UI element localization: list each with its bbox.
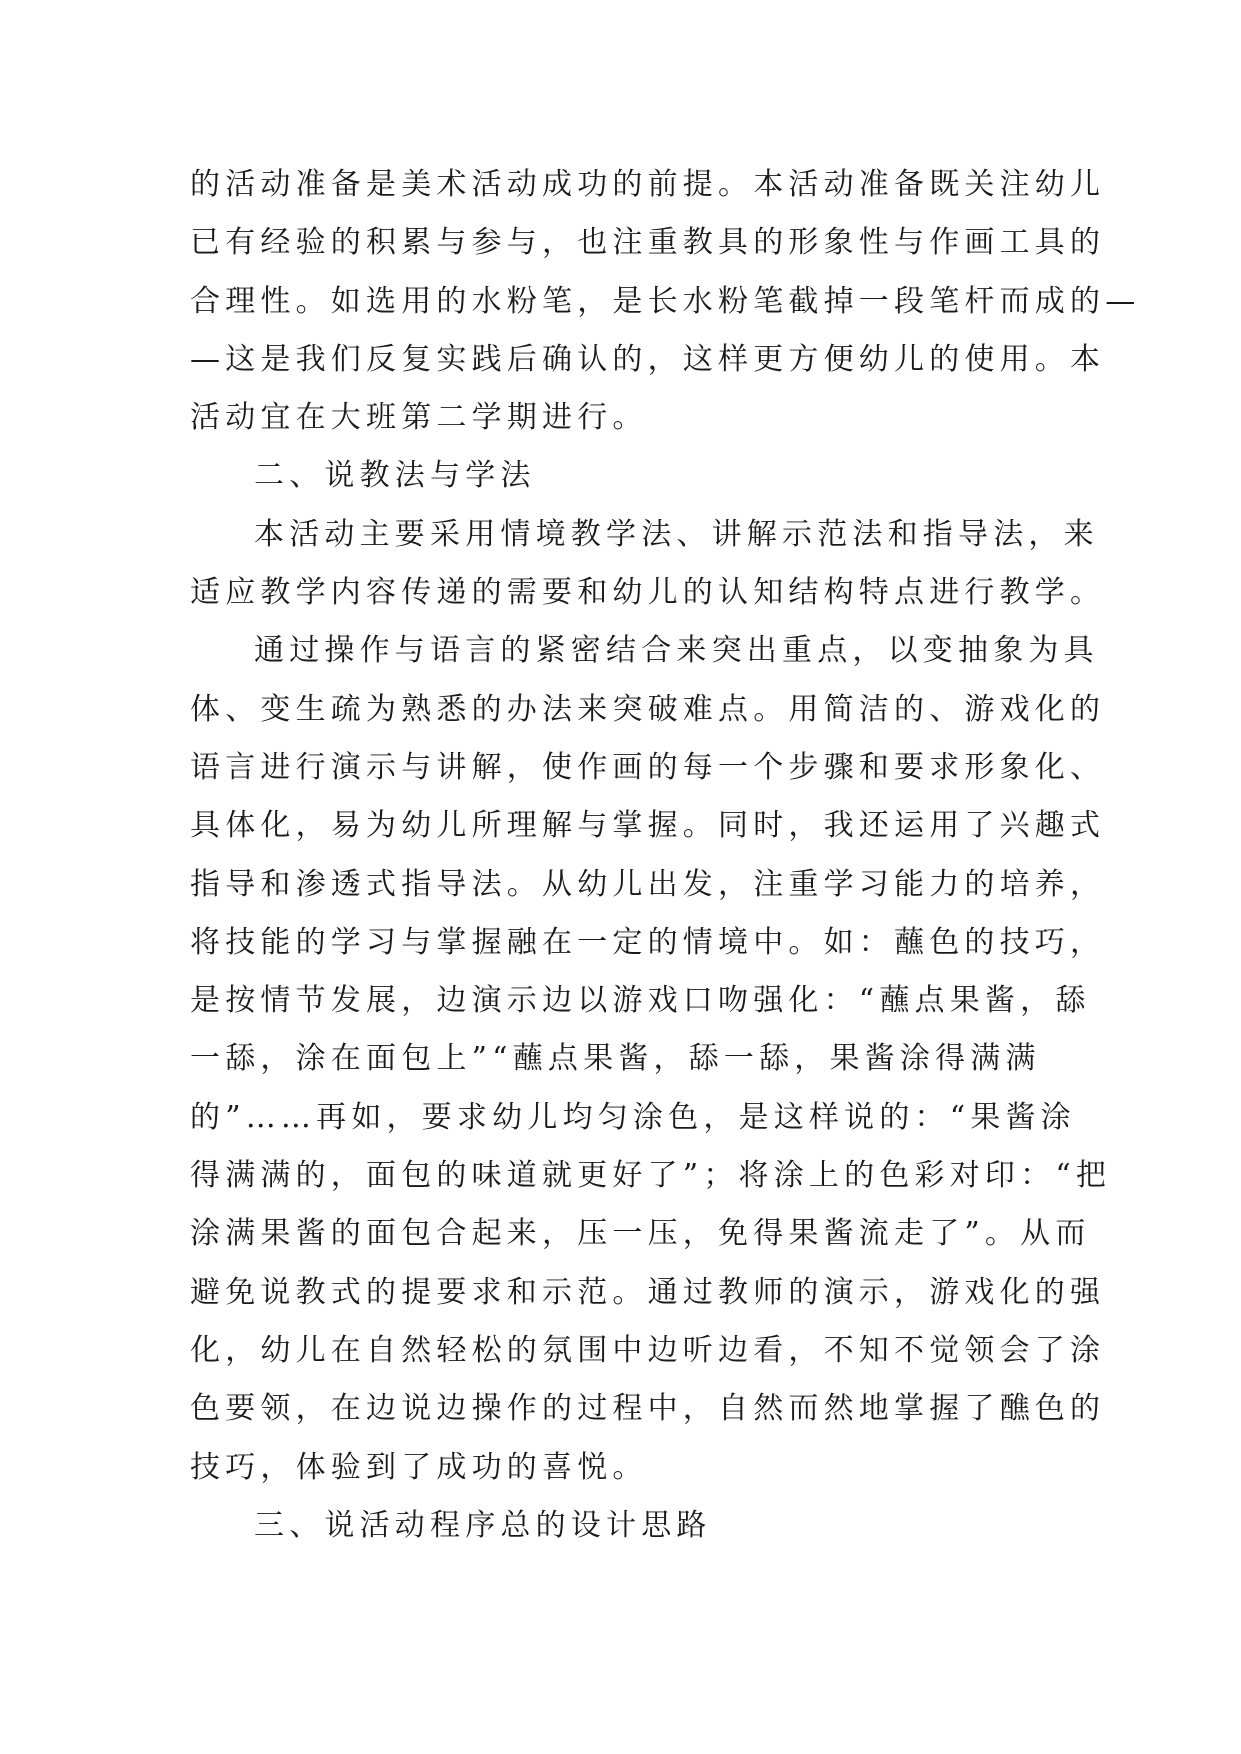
text-line: 的活动准备是美术活动成功的前提。本活动准备既关注幼儿 (190, 167, 1106, 202)
text-line: 具体化，易为幼儿所理解与掌握。同时，我还运用了兴趣式 (190, 808, 1106, 844)
text-line: 语言进行演示与讲解，使作画的每一个步骤和要求形象化、 (190, 749, 1106, 785)
text-line: 避免说教式的提要求和示范。通过教师的演示，游戏化的强 (190, 1274, 1106, 1310)
text-line: 体、变生疏为熟悉的办法来突破难点。用简洁的、游戏化的 (190, 691, 1106, 727)
text-line: 一舔，涂在面包上”“蘸点果酱，舔一舔，果酱涂得满满 (190, 1041, 1041, 1077)
paragraph-first-line: 三、说活动程序总的设计思路 (254, 1507, 712, 1543)
text-line: 活动宜在大班第二学期进行。 (190, 400, 648, 436)
text-line: 涂满果酱的面包合起来，压一压，免得果酱流走了”。从而 (190, 1216, 1091, 1252)
text-line: 已有经验的积累与参与，也注重教具的形象性与作画工具的 (190, 225, 1106, 261)
paragraph-first-line: 本活动主要采用情境教学法、讲解示范法和指导法，来 (254, 516, 1099, 552)
text-line: 将技能的学习与掌握融在一定的情境中。如：蘸色的技巧， (190, 924, 1106, 960)
text-line: —这是我们反复实践后确认的，这样更方便幼儿的使用。本 (190, 341, 1106, 377)
text-line: 适应教学内容传递的需要和幼儿的认知结构特点进行教学。 (190, 575, 1106, 611)
text-line: 是按情节发展，边演示边以游戏口吻强化：“蘸点果酱，舔 (190, 983, 1091, 1019)
text-line: 合理性。如选用的水粉笔，是长水粉笔截掉一段笔杆而成的— (190, 283, 1141, 319)
text-line: 化，幼儿在自然轻松的氛围中边听边看，不知不觉领会了涂 (190, 1332, 1106, 1368)
text-line: 技巧，体验到了成功的喜悦。 (190, 1449, 648, 1485)
text-line: 色要领，在边说边操作的过程中，自然而然地掌握了醮色的 (190, 1391, 1106, 1427)
paragraph-first-line: 二、说教法与学法 (254, 458, 536, 494)
document-body (190, 156, 1141, 1555)
text-line: 的”……再如，要求幼儿均匀涂色，是这样说的：“果酱涂 (190, 1099, 1076, 1135)
text-line: 指导和渗透式指导法。从幼儿出发，注重学习能力的培养， (190, 866, 1106, 902)
text-line: 得满满的，面包的味道就更好了”；将涂上的色彩对印：“把 (190, 1158, 1112, 1194)
paragraph-first-line: 通过操作与语言的紧密结合来突出重点，以变抽象为具 (254, 633, 1099, 669)
